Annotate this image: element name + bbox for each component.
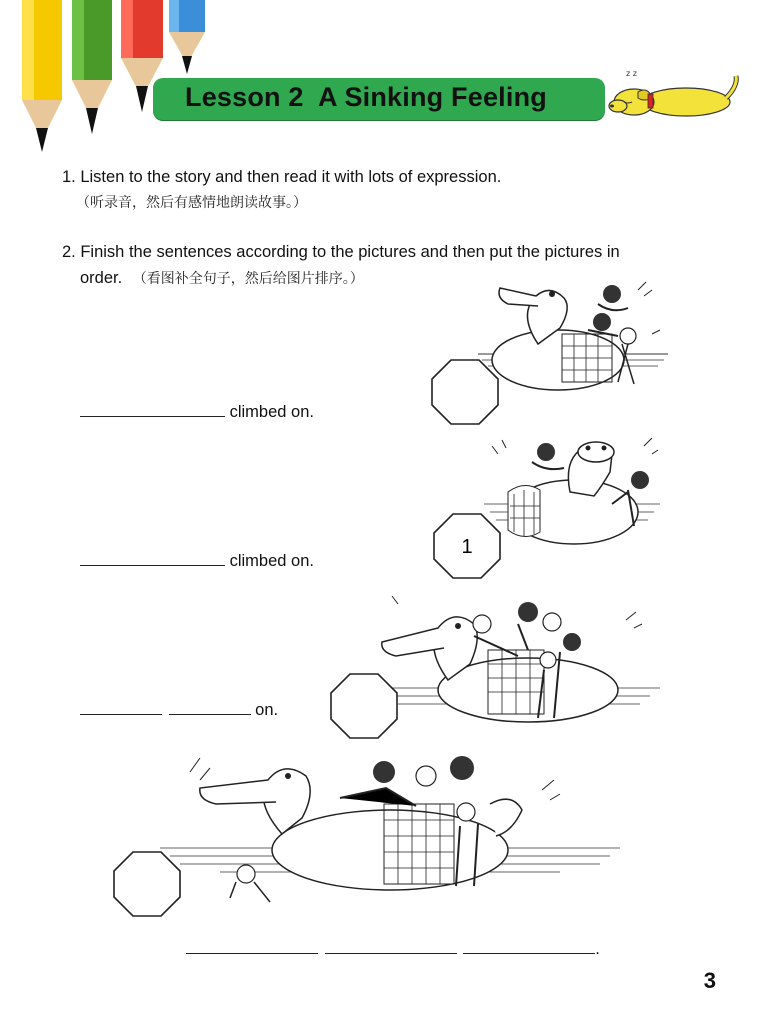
answer-blank-2[interactable] xyxy=(80,551,225,566)
lesson-title: Lesson 2 A Sinking Feeling xyxy=(185,82,547,112)
sentence-2 xyxy=(80,551,314,571)
blue-pencil-icon xyxy=(167,0,207,76)
order-octagon-4[interactable] xyxy=(113,851,181,917)
instruction-1: 1. Listen to the story and then read it with lots of expression. xyxy=(62,168,502,186)
sentence-1-text: climbed on. xyxy=(225,403,314,421)
answer-blank-3b[interactable] xyxy=(169,700,251,715)
sentence-3 xyxy=(80,700,278,720)
order-octagon-3[interactable] xyxy=(330,673,398,739)
duck-boat-two-children-icon xyxy=(484,432,660,552)
sentence-2-text: climbed on. xyxy=(225,552,314,570)
answer-blank-4c[interactable] xyxy=(463,939,595,954)
sentence-4 xyxy=(186,939,600,959)
order-octagon-2[interactable] xyxy=(433,513,501,579)
sleeping-dog-icon xyxy=(608,68,744,120)
instruction-1-chinese: （听录音，然后有感情地朗读故事。） xyxy=(76,195,307,211)
instruction-2-order: order. xyxy=(80,269,123,287)
answer-blank-3a[interactable] xyxy=(80,700,162,715)
instruction-2-chinese: （看图补全句子，然后给图片排序。） xyxy=(132,271,364,287)
svg-text:z z: z z xyxy=(626,69,637,78)
instruction-2-line2 xyxy=(80,268,364,288)
sentence-1 xyxy=(80,402,314,422)
page-number: 3 xyxy=(703,968,716,993)
duck-boat-three-children-icon xyxy=(478,274,668,402)
green-pencil-icon xyxy=(70,0,114,140)
duck-boat-sinking-icon xyxy=(160,752,620,912)
sentence-4-text: . xyxy=(595,940,600,958)
instruction-2-line1: 2. Finish the sentences according to the pictures and then put the pictures in xyxy=(62,243,620,261)
answer-blank-1[interactable] xyxy=(80,402,225,417)
sentence-3-text: on. xyxy=(250,701,279,719)
yellow-pencil-icon xyxy=(20,0,64,160)
answer-blank-4a[interactable] xyxy=(186,939,318,954)
answer-blank-4b[interactable] xyxy=(325,939,457,954)
order-number-2: 1 xyxy=(461,536,473,558)
order-octagon-1[interactable] xyxy=(431,359,499,425)
duck-boat-five-children-icon xyxy=(378,594,660,734)
